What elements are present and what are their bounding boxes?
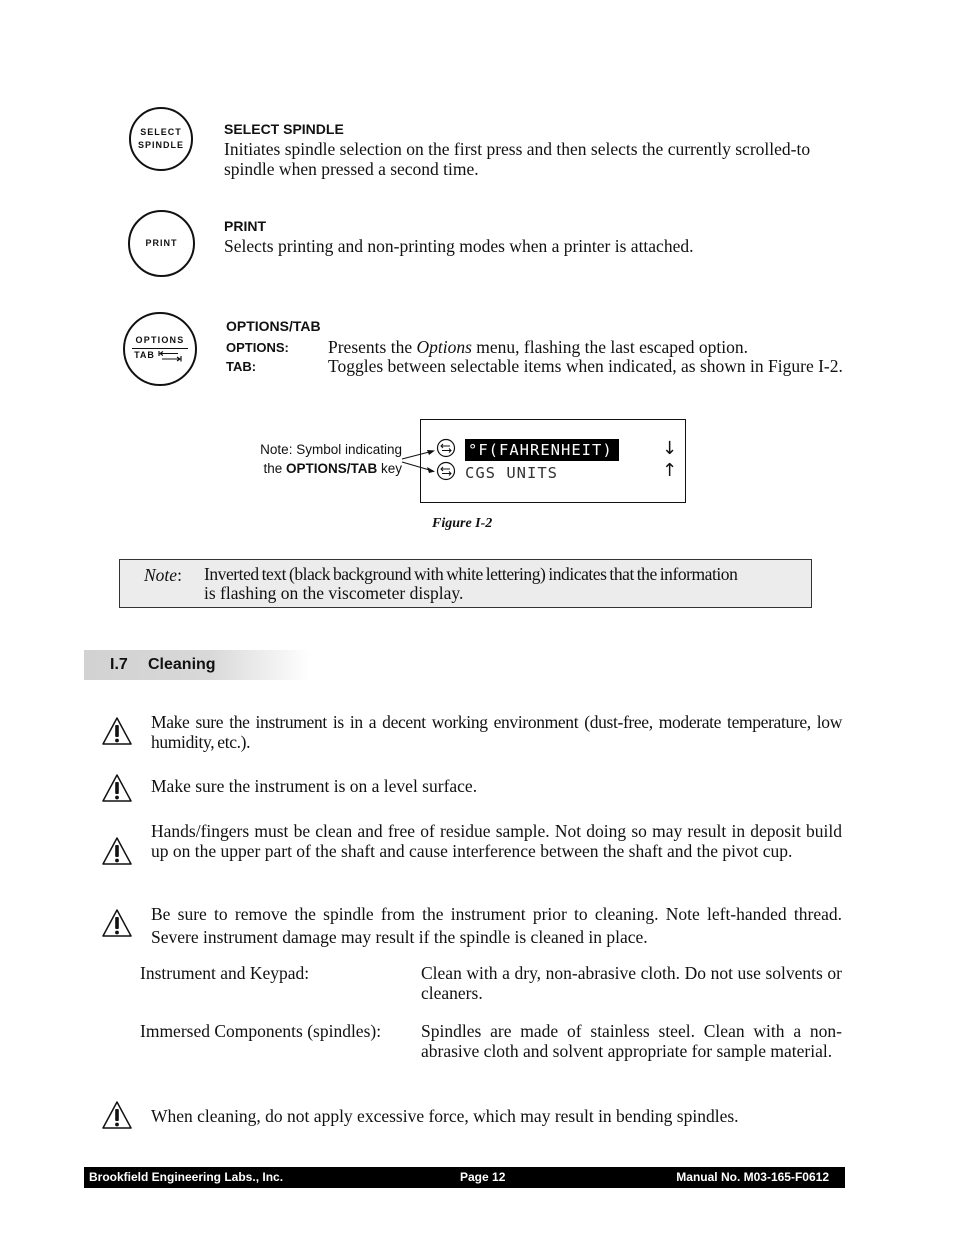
options-tab-symbol-icon bbox=[436, 438, 456, 458]
warning-icon bbox=[101, 716, 133, 746]
section-number: I.7 bbox=[110, 656, 128, 673]
figure-caption: Figure I-2 bbox=[432, 516, 493, 531]
warning-text: When cleaning, do not apply excessive force, which may result in bending spindles. bbox=[151, 1106, 739, 1126]
warning-text: Be sure to remove the spindle from the instrument prior to cleaning. Note left-handed thread. Severe instrument damage may result if the spindle is cleaned in place. bbox=[151, 904, 842, 947]
cleaning-method: Clean with a dry, non-abrasive cloth. Do not use solvents or cleaners. bbox=[421, 963, 842, 1003]
key-face-line: PRINT bbox=[145, 238, 178, 248]
note-label: Note: bbox=[144, 565, 182, 585]
lcd-row-units: CGS UNITS bbox=[465, 464, 558, 482]
footer-company: Brookfield Engineering Labs., Inc. bbox=[89, 1170, 284, 1184]
key-face-line: OPTIONS bbox=[135, 335, 185, 345]
tab-arrows-icon bbox=[158, 350, 182, 362]
key-face-line: TAB bbox=[134, 350, 155, 360]
select-spindle-title: SELECT SPINDLE bbox=[224, 121, 344, 137]
note-text-line: Inverted text (black background with white lettering) indicates that the information bbox=[204, 564, 738, 584]
scroll-up-arrow: ↑ bbox=[662, 460, 678, 481]
page-footer bbox=[84, 1167, 845, 1188]
warning-icon bbox=[101, 836, 133, 866]
key-tab-row bbox=[134, 349, 182, 362]
section-title: Cleaning bbox=[148, 656, 216, 673]
tab-label: TAB: bbox=[226, 359, 257, 374]
options-label: OPTIONS: bbox=[226, 340, 289, 355]
key-face-line: SPINDLE bbox=[137, 140, 184, 150]
note-text-line: is flashing on the viscometer display. bbox=[204, 583, 464, 603]
key-face-line: SELECT bbox=[140, 127, 182, 137]
options-tab-title: OPTIONS/TAB bbox=[226, 318, 321, 334]
lcd-row-temperature-inverted: °F(FAHRENHEIT) bbox=[465, 439, 619, 461]
warning-icon bbox=[101, 908, 133, 938]
print-description: Selects printing and non-printing modes when a printer is attached. bbox=[224, 236, 694, 256]
warning-text: Make sure the instrument is in a decent working environment (dust-free, moderate temperature, low humidity, etc.). bbox=[151, 712, 842, 752]
warning-icon bbox=[101, 1100, 133, 1130]
cleaning-item: Immersed Components (spindles): bbox=[140, 1021, 382, 1041]
callout-line: Note: Symbol indicating bbox=[260, 442, 402, 457]
options-tab-symbol-icon bbox=[436, 461, 456, 481]
warning-text: Hands/fingers must be clean and free of residue sample. Not doing so may result in deposit build up on the upper part of the shaft and cause interference between the shaft and the pivot cup. bbox=[151, 821, 842, 861]
options-tab-key bbox=[123, 312, 197, 386]
footer-manual-number: Manual No. M03-165-F0612 bbox=[676, 1170, 829, 1184]
warning-icon bbox=[101, 773, 133, 803]
footer-page-number: Page 12 bbox=[460, 1170, 506, 1184]
callout-line: the OPTIONS/TAB key bbox=[263, 460, 402, 476]
print-title: PRINT bbox=[224, 218, 266, 234]
cleaning-item: Instrument and Keypad: bbox=[140, 963, 310, 983]
print-key bbox=[128, 210, 195, 277]
scroll-down-arrow: ↓ bbox=[662, 438, 678, 459]
select-spindle-description: Initiates spindle selection on the first press and then selects the currently scrolled-to spindle when pressed a second time. bbox=[224, 139, 811, 179]
note-box bbox=[119, 559, 812, 608]
warning-text: Make sure the instrument is on a level surface. bbox=[151, 776, 478, 796]
lcd-display bbox=[420, 419, 686, 503]
tab-description: Toggles between selectable items when indicated, as shown in Figure I-2. bbox=[328, 356, 843, 376]
cleaning-method: Spindles are made of stainless steel. Clean with a non-abrasive cloth and solvent appropriate for sample material. bbox=[421, 1021, 842, 1061]
section-heading bbox=[84, 650, 310, 680]
select-spindle-key bbox=[129, 107, 193, 171]
figure-callout bbox=[200, 441, 402, 478]
options-description: Presents the Options menu, flashing the last escaped option. bbox=[328, 337, 748, 357]
